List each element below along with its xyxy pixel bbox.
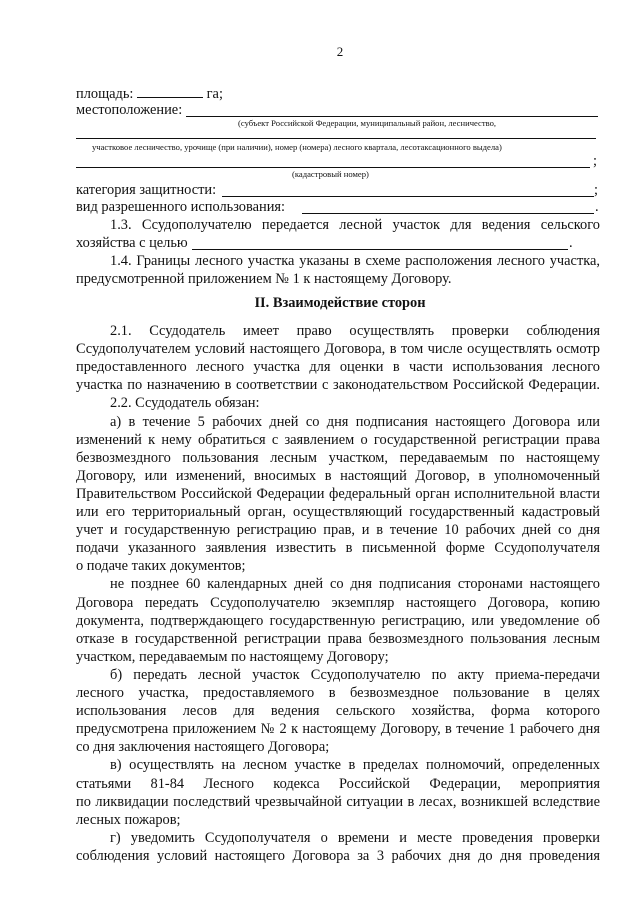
body-line: подачи указанного заявления известить в письменной форме Ссудополучателя	[76, 540, 600, 557]
body-line: участка по назначению в соответствии с законодательством Российской Федерации.	[76, 377, 600, 394]
location-caption-2: участковое лесничество, урочище (при наличии), номер (номера) лесного квартала, лесотаксационного выдела)	[92, 142, 502, 152]
page-number: 2	[336, 44, 344, 59]
body-line: учет и государственную регистрацию прав, и в течение 10 рабочих дней со дня	[76, 522, 600, 539]
area-unit: га;	[206, 86, 223, 102]
body-line: статьями 81-84 Лесного кодекса Российской Федерации, мероприятия	[76, 775, 600, 792]
location-blank-2[interactable]	[76, 138, 596, 139]
cadastral-blank[interactable]	[76, 167, 590, 168]
body-line: документа, подтверждающего государственную регистрацию, или уведомление об	[76, 612, 600, 629]
location-caption-1: (субъект Российской Федерации, муниципальный район, лесничество,	[238, 118, 497, 128]
protection-blank[interactable]	[222, 196, 594, 197]
body-line: 2.1. Ссудодатель имеет право осуществлять проверки соблюдения	[110, 323, 600, 339]
clause-1-4-line-2: предусмотренной приложением № 1 к настоящему Договору.	[76, 271, 452, 287]
clause-1-3-line-2	[76, 234, 188, 252]
clause-1-3-purpose-label: хозяйства с целью	[76, 235, 188, 251]
body-line: участком, передаваемым по настоящему Договору;	[76, 648, 389, 665]
use-end: .	[595, 199, 599, 215]
body-line: лесных пожаров;	[76, 811, 181, 828]
protection-label: категория защитности:	[76, 182, 217, 198]
cadastral-semicolon: ;	[593, 153, 597, 169]
area-label: площадь:	[76, 86, 134, 102]
protection-line	[76, 181, 216, 199]
body-line: о подаче таких документов;	[76, 558, 246, 575]
body-line: по ликвидации последствий чрезвычайной ситуации в лесах, возникшей вследствие	[76, 793, 600, 810]
use-label: вид разрешенного использования:	[76, 199, 286, 215]
body-line: изменений к нему обратиться с заявлением о государственной регистрации права	[76, 431, 600, 448]
body-line: 2.2. Ссудодатель обязан:	[110, 395, 260, 412]
body-line: Договору, или изменений, вносимых в настоящий Договор, в уполномоченный	[76, 467, 600, 484]
body-line: б) передать лесной участок Ссудополучателю по акту приема-передачи	[110, 666, 600, 683]
body-line: использования лесов для ведения сельского хозяйства, форма которого	[76, 703, 600, 720]
body-line: г) уведомить Ссудополучателя о времени и месте проведения проверки	[110, 829, 600, 846]
body-line: со дня заключения настоящего Договора;	[76, 739, 330, 756]
use-line	[76, 198, 285, 216]
section-heading: II. Взаимодействие сторон	[254, 295, 426, 311]
clause-1-4-line-1: 1.4. Границы лесного участка указаны в схеме расположения лесного участка,	[110, 253, 600, 269]
area-blank[interactable]	[137, 84, 203, 98]
body-line: а) в течение 5 рабочих дней со дня подписания настоящего Договора или	[110, 413, 600, 430]
body-line: Ссудополучателем условий настоящего Договора, в том числе осуществлять осмотр	[76, 341, 600, 358]
body-line: в) осуществлять на лесном участке в пределах полномочий, определенных	[110, 757, 600, 774]
body-line: не позднее 60 календарных дней со дня подписания сторонами настоящего	[110, 576, 600, 593]
body-line: Правительством Российской Федерации федеральный орган исполнительной власти	[76, 485, 600, 502]
body-line: лесного участка, предоставляемого в безвозмездное пользование в целях	[76, 685, 600, 701]
body-line: или его территориальный орган, осуществляющий государственный кадастровый	[76, 504, 600, 520]
location-line	[76, 101, 182, 119]
body-line: соблюдения условий настоящего Договора за 3 рабочих дня до дня проведения	[76, 847, 600, 864]
clause-1-3-line-1: 1.3. Ссудополучателю передается лесной участок для ведения сельского	[110, 217, 600, 233]
body-line: предусмотрена приложением № 2 к настоящему Договору, в течение 1 рабочего дня	[76, 721, 600, 738]
body-line: безвозмездного пользования лесным участком, передаваемым по настоящему	[76, 449, 600, 466]
location-label: местоположение:	[76, 102, 183, 118]
cadastral-caption: (кадастровый номер)	[292, 169, 369, 179]
body-line: Договора передать Ссудополучателю экземпляр настоящего Договора, копию	[76, 594, 600, 611]
protection-end: ;	[594, 182, 598, 198]
purpose-blank[interactable]	[192, 249, 568, 250]
purpose-end: .	[569, 235, 573, 251]
location-blank[interactable]	[186, 116, 598, 117]
use-blank[interactable]	[302, 213, 594, 214]
body-line: отказе в государственной регистрации права безвозмездного пользования лесным	[76, 630, 600, 647]
body-line: предоставленного лесного участка для оценки в части использования лесного	[76, 359, 600, 376]
